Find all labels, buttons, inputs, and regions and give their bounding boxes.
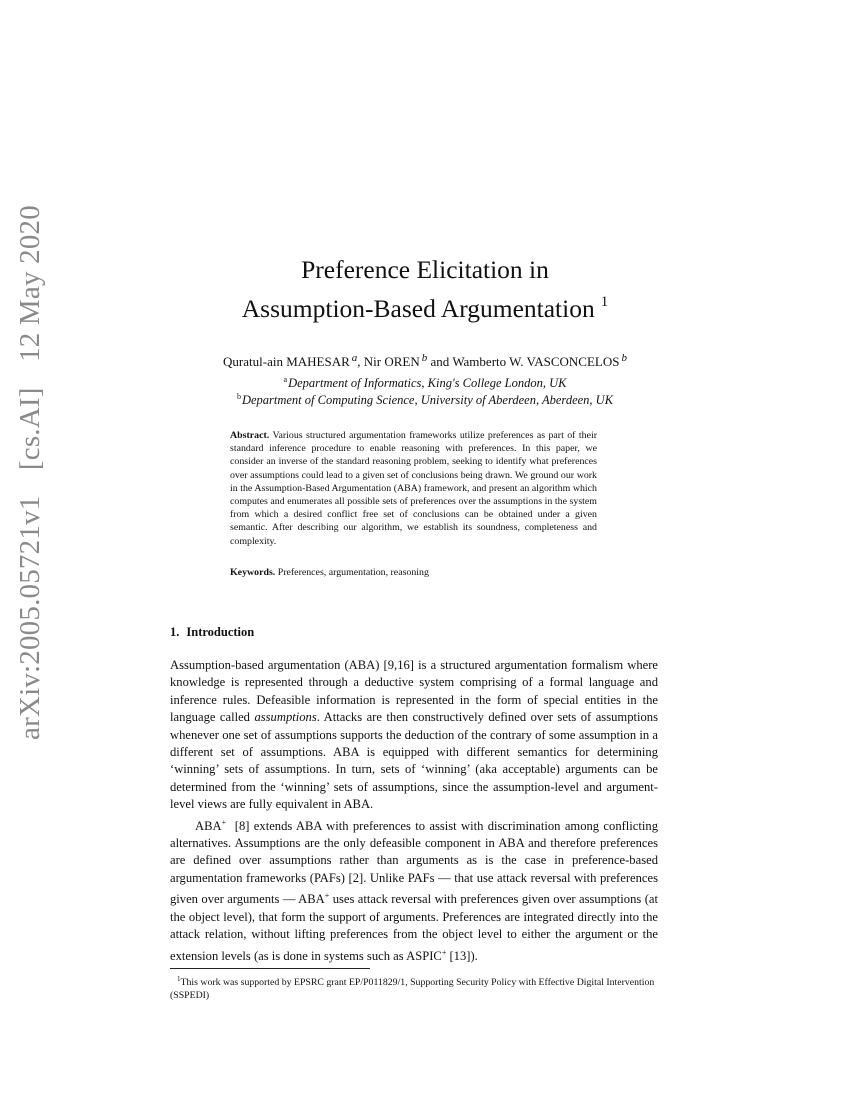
- title-line-2-text: Assumption-Based Argumentation: [241, 294, 595, 323]
- superscript-plus: +: [221, 817, 227, 827]
- abstract: [230, 429, 597, 548]
- paper-title: [0, 253, 850, 325]
- title-footnote-mark: 1: [600, 294, 609, 310]
- footnote-mark: 1: [177, 975, 181, 983]
- paragraph-text: ABA: [195, 818, 222, 833]
- author-name: Wamberto W. VASCONCELOS: [452, 354, 620, 369]
- affiliation-text: Department of Informatics, King's College London, UK: [288, 376, 567, 390]
- affiliation-mark: a: [283, 375, 288, 384]
- title-line-1: Preference Elicitation in: [301, 255, 549, 284]
- footnote-divider: [170, 968, 370, 969]
- footnote: [170, 973, 670, 1002]
- paragraph-2: [170, 814, 662, 965]
- keywords: [230, 566, 597, 579]
- paragraph-1: [170, 657, 658, 814]
- author-affil-mark: b: [621, 352, 627, 364]
- title-line-2: [0, 286, 850, 325]
- author-separator: and: [427, 354, 453, 369]
- keywords-text: Preferences, argumentation, reasoning: [277, 567, 429, 578]
- author-name: Nir OREN: [363, 354, 420, 369]
- paragraph-text: uses attack reversal with preferences given over assumptions (at the object level), that form the support of arguments. Preferences are integrated directly into the attack relation, without lifting preferences from the object level to either the argument or the extension levels (as is done in systems such as ASPIC: [170, 892, 658, 963]
- author-name: Quratul-ain MAHESAR: [223, 354, 350, 369]
- abstract-label: Abstract.: [230, 430, 270, 441]
- affiliation-mark: b: [236, 392, 241, 401]
- paragraph-text: Assumption-based argumentation (ABA) [9,16] is a structured argumentation formalism where knowledge is represented through a deductive system comprising of a formal language and inference rules. Defeasible information is represented in the form of special entities in the language called: [170, 658, 658, 725]
- affiliation-b: [0, 389, 850, 408]
- section-number: 1.: [170, 625, 180, 639]
- arxiv-date: 12 May 2020: [14, 205, 46, 362]
- arxiv-id: arXiv:2005.05721v1: [14, 495, 46, 740]
- keywords-label: Keywords.: [230, 567, 276, 578]
- author-separator: ,: [357, 354, 364, 369]
- superscript-plus: +: [324, 891, 330, 901]
- section-title: Introduction: [186, 625, 255, 639]
- abstract-text: Various structured argumentation frameworks utilize preferences as part of their standard inference procedure to enable reasoning with preferences. In this paper, we consider an inverse of the standard reasoning problem, seeking to identify what preferences over assumptions could lead to a given set of conclusions being drawn. We ground our work in the Assumption-Based Argumentation (ABA) framework, and present an algorithm which computes and enumerates all possible sets of preferences over the assumptions in the system from which a desired conflict free set of conclusions can be obtained under a given semantic. After describing our algorithm, we establish its soundness, completeness and complexity.: [230, 430, 597, 547]
- section-heading-introduction: [170, 625, 254, 640]
- emphasis-assumptions: assumptions: [254, 710, 317, 725]
- author-affil-mark: a: [351, 352, 358, 364]
- footnote-text: This work was supported by EPSRC grant EP/P011829/1, Supporting Security Policy with Effective Digital Intervention (SSPEDI): [170, 977, 655, 1001]
- paragraph-text: [8] extends ABA with preferences to assist with discrimination among conflicting alternatives. Assumptions are the only defeasible component in ABA and therefore preferences are defined over assumptions rather than arguments as is the case in preference-based argumentation frameworks (PAFs) [2]. Unlike PAFs — that use attack reversal with preferences given over arguments — ABA: [170, 818, 662, 907]
- author-affil-mark: b: [421, 352, 428, 364]
- arxiv-category: [cs.AI]: [14, 387, 46, 471]
- paragraph-text: [13]).: [446, 948, 478, 963]
- superscript-plus: +: [441, 947, 447, 957]
- paragraph-text: . Attacks are then constructively defined over sets of assumptions whenever one set of assumptions supports the deduction of the contrary of some assumption in a different set of assumptions. ABA is equipped with different semantics for determining ‘winning’ sets of assumptions. In turn, sets of ‘winning’ (aka acceptable) arguments can be determined from the ‘winning’ sets of assumptions, since the assumption-level and argument-level views are fully equivalent in ABA.: [170, 710, 658, 812]
- author-list: [0, 350, 850, 370]
- affiliation-text: Department of Computing Science, University of Aberdeen, Aberdeen, UK: [241, 393, 614, 407]
- introduction-body: [170, 657, 662, 965]
